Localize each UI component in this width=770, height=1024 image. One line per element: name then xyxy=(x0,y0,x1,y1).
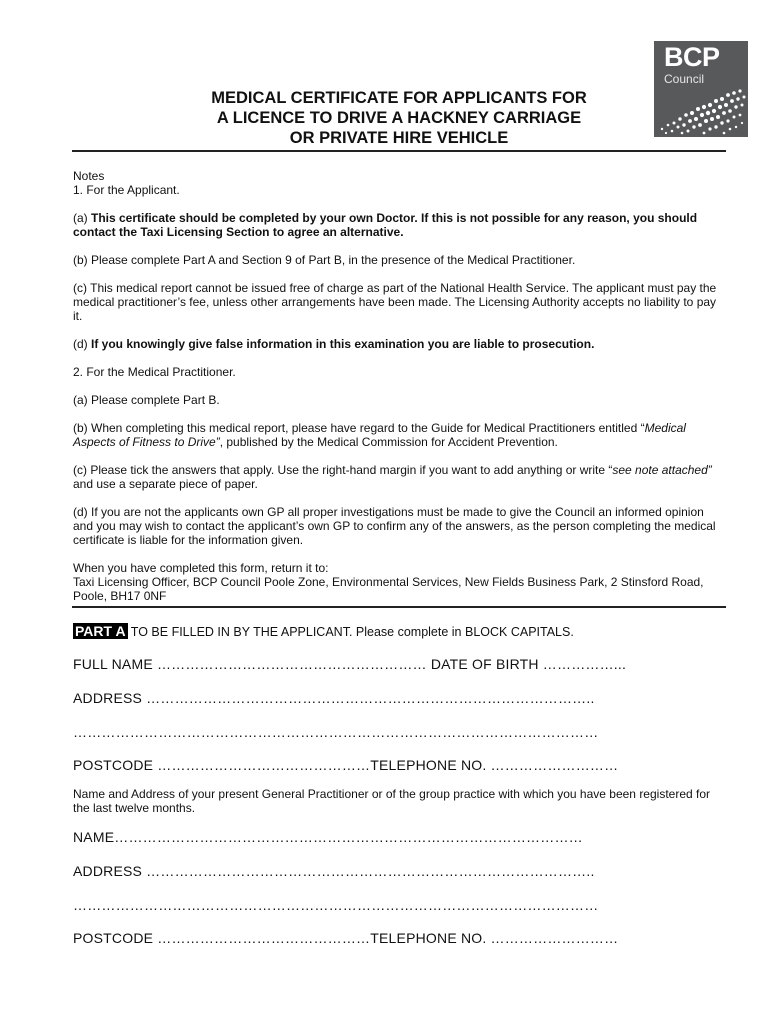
note-applicant-d: (d) If you knowingly give false information in this examination you are liable to prosecution. xyxy=(73,337,595,351)
title-line-3: OR PRIVATE HIRE VEHICLE xyxy=(289,129,509,147)
notes-section xyxy=(73,169,723,603)
note-applicant-c: (c) This medical report cannot be issued free of charge as part of the National Health Service. The applicant must pay the medical practitioner’s fee, unless other arrangements have been made. The Licensing Authority accepts no liability to pay it. xyxy=(73,281,717,323)
document-title xyxy=(130,88,668,148)
gp-name-field[interactable]: NAME……………………………………………………………………………………… xyxy=(73,829,583,845)
logo-dot-pattern-icon xyxy=(654,85,748,137)
notes-heading: Notes xyxy=(73,169,105,183)
postcode-telephone-field[interactable]: POSTCODE ………………………………………TELEPHONE NO. ……………………… xyxy=(73,757,619,773)
full-name-dob-field[interactable]: FULL NAME ………………………………………………… DATE OF BIRTH ……………... xyxy=(73,656,627,672)
part-a-badge: PART A xyxy=(75,623,126,639)
logo-bcp-text: BCP xyxy=(664,42,720,72)
note-practitioner-d: (d) If you are not the applicants own GP all proper investigations must be made to give the Council an informed opinion and you may wish to contact the applicant’s own GP to confirm any of the answers, as the person completing the medical certificate is liable for the information given. xyxy=(73,505,716,547)
gp-address-field-line-2[interactable]: ………………………………………………………………………………………………… xyxy=(73,897,599,913)
address-field-line-2[interactable]: ………………………………………………………………………………………………… xyxy=(73,724,599,740)
bcp-council-logo xyxy=(654,41,748,137)
gp-address-field[interactable]: ADDRESS ………………………………………………………………………………….. xyxy=(73,863,595,879)
part-a-instruction: TO BE FILLED IN BY THE APPLICANT. Please complete in BLOCK CAPITALS. xyxy=(127,625,574,639)
title-line-2: A LICENCE TO DRIVE A HACKNEY CARRIAGE xyxy=(216,109,582,127)
return-instruction: When you have completed this form, return it to: xyxy=(73,561,329,575)
note-applicant-b: (b) Please complete Part A and Section 9 of Part B, in the presence of the Medical Practitioner. xyxy=(73,253,576,267)
note-practitioner-c: (c) Please tick the answers that apply. Use the right-hand margin if you want to add anything or write “see note attached” and use a separate piece of paper. xyxy=(73,463,712,491)
note-practitioner-a: (a) Please complete Part B. xyxy=(73,393,220,407)
address-field[interactable]: ADDRESS ………………………………………………………………………………….. xyxy=(73,690,595,706)
note-applicant-a: (a) This certificate should be completed by your own Doctor. If this is not possible for any reason, you should contact the Taxi Licensing Section to agree an alternative. xyxy=(73,211,698,239)
gp-note: Name and Address of your present General Practitioner or of the group practice with which you have been registered for the last twelve months. xyxy=(73,787,711,815)
practitioner-heading: 2. For the Medical Practitioner. xyxy=(73,365,236,379)
logo-council-text: Council xyxy=(664,72,705,86)
title-line-1: MEDICAL CERTIFICATE FOR APPLICANTS FOR xyxy=(211,89,587,107)
title-divider xyxy=(72,150,726,152)
part-a-header xyxy=(73,623,574,639)
return-address: Taxi Licensing Officer, BCP Council Poole Zone, Environmental Services, New Fields Business Park, 2 Stinsford Road, Poole, BH17 0NF xyxy=(73,575,704,603)
note-practitioner-b: (b) When completing this medical report, please have regard to the Guide for Medical Practitioners entitled “Medical Aspects of Fitness to Drive”, published by the Medical Commission for Accident Prevention. xyxy=(73,421,686,449)
gp-postcode-telephone-field[interactable]: POSTCODE ………………………………………TELEPHONE NO. ……………………… xyxy=(73,930,619,946)
part-a-divider xyxy=(72,606,726,608)
applicant-heading: 1. For the Applicant. xyxy=(73,183,180,197)
